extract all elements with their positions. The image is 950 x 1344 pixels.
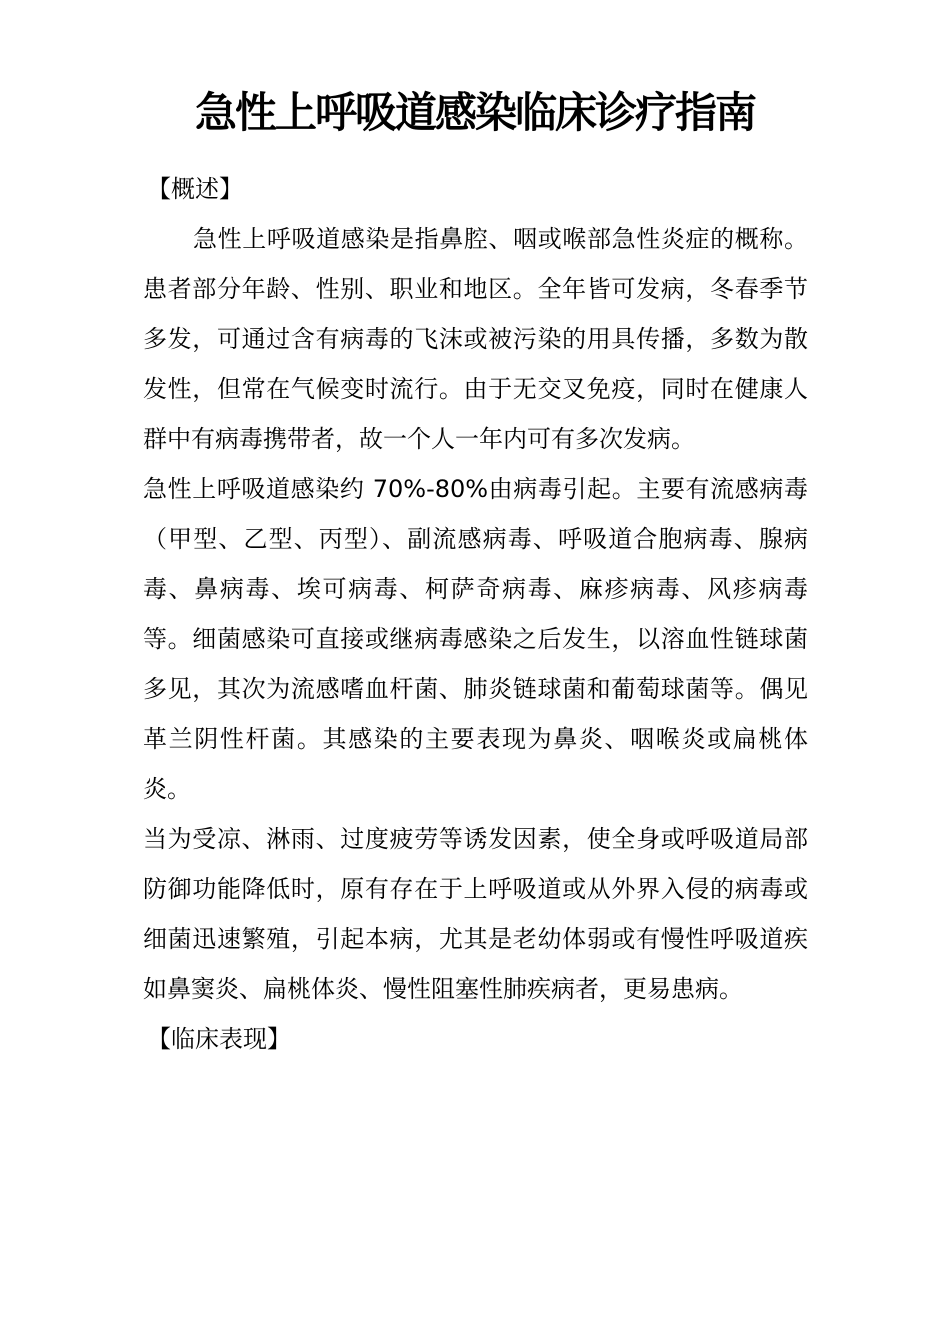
document-body <box>143 164 808 1064</box>
paragraph-etiology: 急性上呼吸道感染约 70%-80%由病毒引起。主要有流感病毒（甲型、乙型、丙型）、副流感病毒、呼吸道合胞病毒、腺病毒、鼻病毒、埃可病毒、柯萨奇病毒、麻疹病毒、风疹病毒等。细菌感染可直接或继病毒感染之后发生，以溶血性链球菌多见，其次为流感嗜血杆菌、肺炎链球菌和葡萄球菌等。偶见革兰阴性杆菌。其感染的主要表现为鼻炎、咽喉炎或扁桃体炎。 <box>143 475 808 803</box>
section-heading-overview: 【概述】 <box>147 175 243 203</box>
section-heading-clinical: 【临床表现】 <box>147 1025 291 1053</box>
paragraph-definition: 急性上呼吸道感染是指鼻腔、咽或喉部急性炎症的概称。患者部分年龄、性别、职业和地区。全年皆可发病，冬春季节多发，可通过含有病毒的飞沫或被污染的用具传播，多数为散发性，但常在气候变时流行。由于无交叉免疫，同时在健康人群中有病毒携带者，故一个人一年内可有多次发病。 <box>143 225 808 453</box>
document-title: 急性上呼吸道感染临床诊疗指南 <box>194 88 755 137</box>
paragraph-triggers: 当为受凉、淋雨、过度疲劳等诱发因素，使全身或呼吸道局部防御功能降低时，原有存在于上呼吸道或从外界入侵的病毒或细菌迅速繁殖，引起本病，尤其是老幼体弱或有慢性呼吸道疾如鼻窦炎、扁桃体炎、慢性阻塞性肺疾病者，更易患病。 <box>143 825 808 1003</box>
